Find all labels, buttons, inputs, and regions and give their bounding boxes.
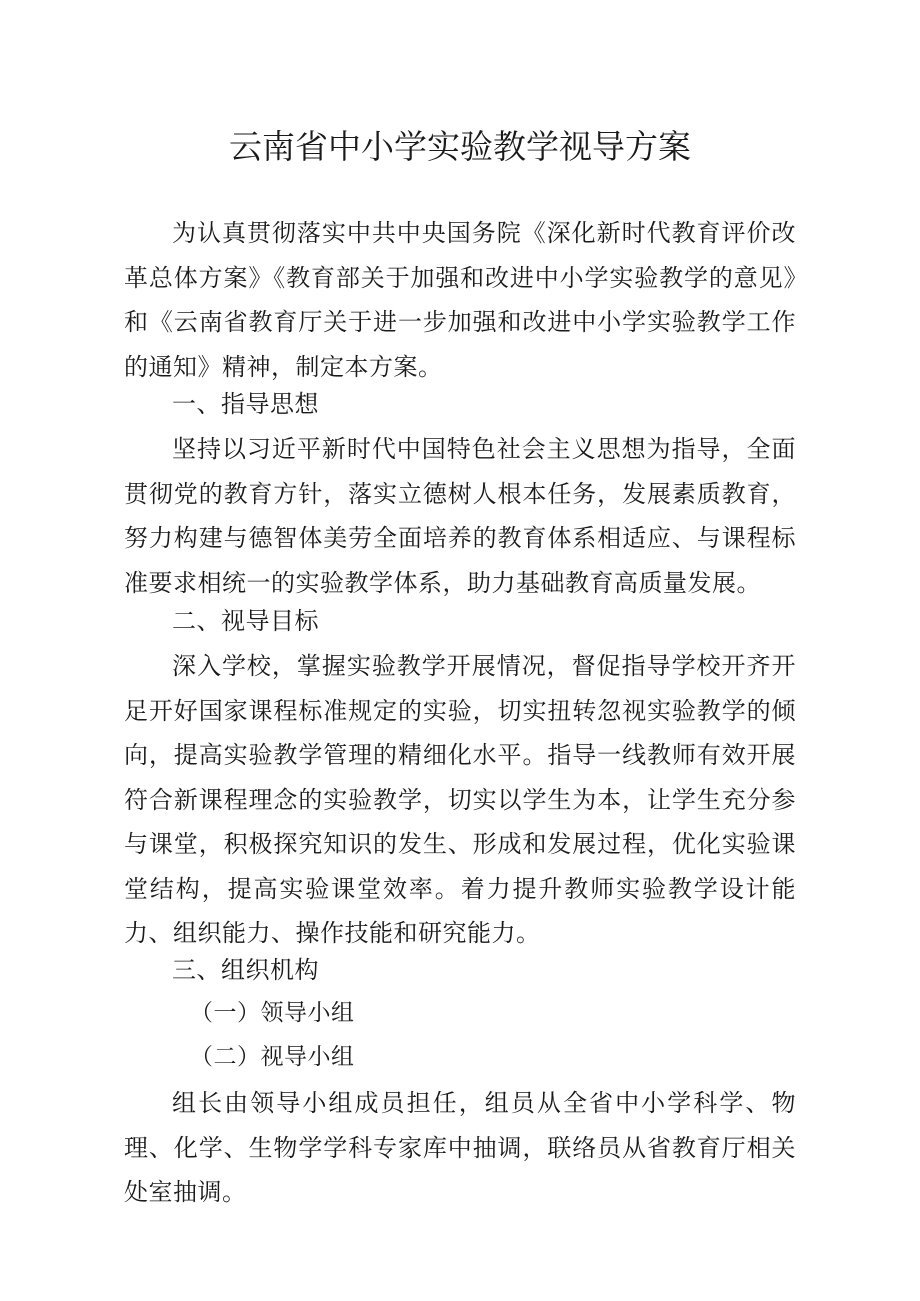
subsection-inspection-group: （二）视导小组 <box>190 1044 355 1070</box>
section-body-organization: 组长由领导小组成员担任，组员从全省中小学科学、物理、化学、生物学学科专家库中抽调，联络员从省教育厅相关处室抽调。 <box>124 1089 796 1206</box>
section-body-guiding-ideology: 坚持以习近平新时代中国特色社会主义思想为指导，全面贯彻党的教育方针，落实立德树人根本任务，发展素质教育，努力构建与德智体美劳全面培养的教育体系相适应、与课程标准要求相统一的实验教学体系，助力基础教育高质量发展。 <box>124 435 796 597</box>
section-heading-goals: 二、视导目标 <box>172 607 319 635</box>
intro-paragraph: 为认真贯彻落实中共中央国务院《深化新时代教育评价改革总体方案》《教育部关于加强和改进中小学实验教学的意见》和《云南省教育厅关于进一步加强和改进中小学实验教学工作的通知》精神，制定本方案。 <box>124 219 796 381</box>
subsection-leading-group: （一）领导小组 <box>190 1000 355 1026</box>
section-body-goals: 深入学校，掌握实验教学开展情况，督促指导学校开齐开足开好国家课程标准规定的实验，切实扭转忽视实验教学的倾向，提高实验教学管理的精细化水平。指导一线教师有效开展符合新课程理念的实验教学，切实以学生为本，让学生充分参与课堂，积极探究知识的发生、形成和发展过程，优化实验课堂结构，提高实验课堂效率。着力提升教师实验教学设计能力、组织能力、操作技能和研究能力。 <box>124 652 796 947</box>
section-heading-organization: 三、组织机构 <box>172 956 319 984</box>
document-title: 云南省中小学实验教学视导方案 <box>229 127 691 166</box>
section-heading-guiding-ideology: 一、指导思想 <box>172 390 319 418</box>
